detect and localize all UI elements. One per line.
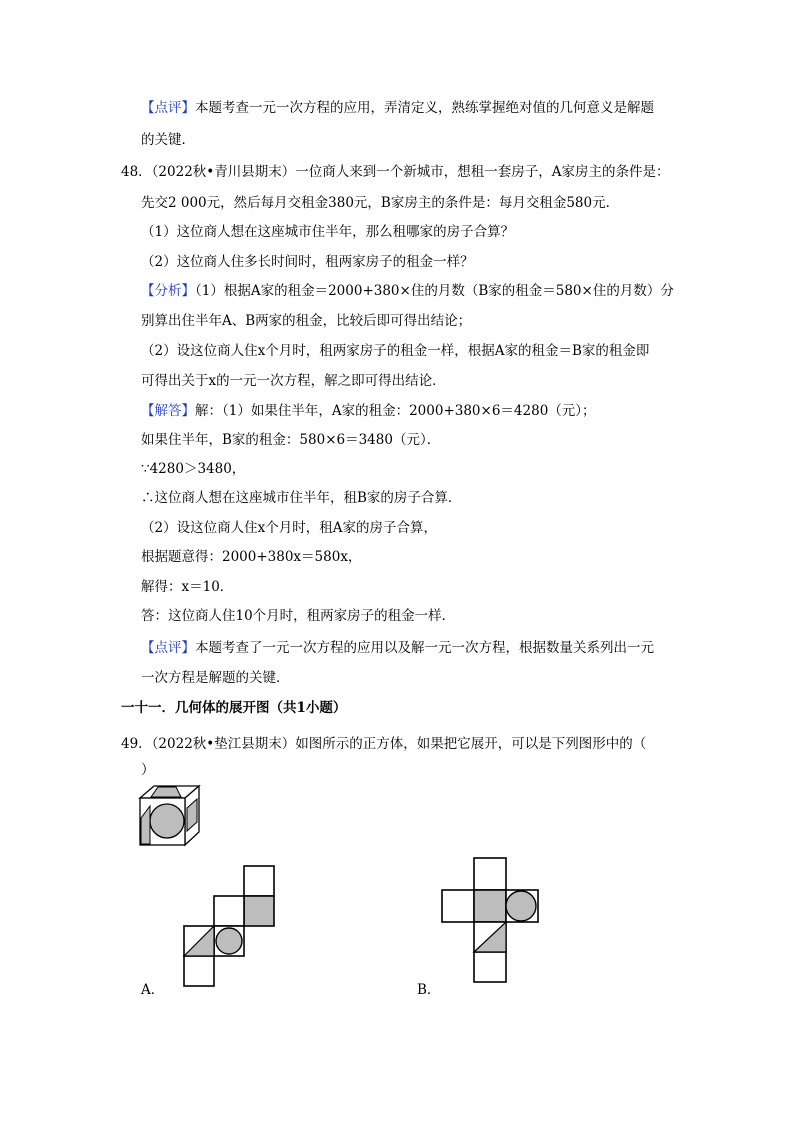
q48-answer-7: 解得：x＝10． [141,579,234,595]
review2-text: 本题考查了一元一次方程的应用以及解一元一次方程，根据数量关系列出一元 [195,640,654,656]
q48-answer-1 [141,401,596,421]
answer-text: 解：（1）如果住半年，A家的租金：2000+380×6＝4280（元）； [195,403,596,419]
review-text: 本题考查一元一次方程的应用，弄清定义，熟练掌握绝对值的几何意义是解题 [195,100,654,116]
q48-answer-4: ∴这位商人想在这座城市住半年，租B家的房子合算． [141,490,462,506]
section-heading: 一十一．几何体的展开图（共1小题） [121,700,347,716]
q48-answer-8: 答：这位商人住10个月时，租两家房子的租金一样． [141,608,456,624]
q48-sub-2: （2）这位商人住多长时间时，租两家房子的租金一样？ [141,254,474,270]
option-b-label: B． [417,982,441,998]
net-a-figure [182,864,278,988]
q48-answer-6: 根据题意得：2000+380x＝580x， [141,549,362,565]
q48-analysis-4: 可得出关于x的一元一次方程，解之即可得出结论． [141,373,446,389]
option-a-label: A． [141,982,165,998]
q48-stem-1: 48．（2022秋•青川县期末）一位商人来到一个新城市，想租一套房子，A家房主的条件是： [121,164,670,180]
review-line-1 [141,98,654,118]
q48-review-2: 一次方程是解题的关键． [141,670,290,686]
q48-answer-3: ∵4280＞3480， [141,461,246,477]
q49-stem-2: ） [141,762,155,778]
q48-analysis-1 [141,281,674,301]
answer-tag: 【解答】 [141,403,195,419]
q49-stem-1: 49．（2022秋•垫江县期末）如图所示的正方体，如果把它展开，可以是下列图形中的（ [121,736,647,752]
q48-review-1 [141,638,654,658]
q48-analysis-3: （2）设这位商人住x个月时，租两家房子的租金一样，根据A家的租金＝B家的租金即 [141,343,650,359]
cube-figure [137,784,205,848]
review-line-2: 的关键． [141,132,195,148]
q48-answer-5: （2）设这位商人住x个月时，租A家的房子合算， [141,520,437,536]
q48-answer-2: 如果住半年，B家的租金：580×6＝3480（元）． [141,432,441,448]
review-tag: 【点评】 [141,100,195,116]
analysis-tag: 【分析】 [141,283,195,299]
q48-stem-2: 先交2 000元，然后每月交租金380元，B家房主的条件是：每月交租金580元． [141,195,620,211]
q48-sub-1: （1）这位商人想在这座城市住半年，那么租哪家的房子合算？ [141,224,515,240]
q48-analysis-2: 别算出住半年A、B两家的租金，比较后即可得出结论； [141,313,472,329]
net-b-figure [440,856,542,986]
analysis-text: （1）根据A家的租金＝2000+380×住的月数（B家的租金＝580×住的月数）分 [195,283,674,299]
review2-tag: 【点评】 [141,640,195,656]
